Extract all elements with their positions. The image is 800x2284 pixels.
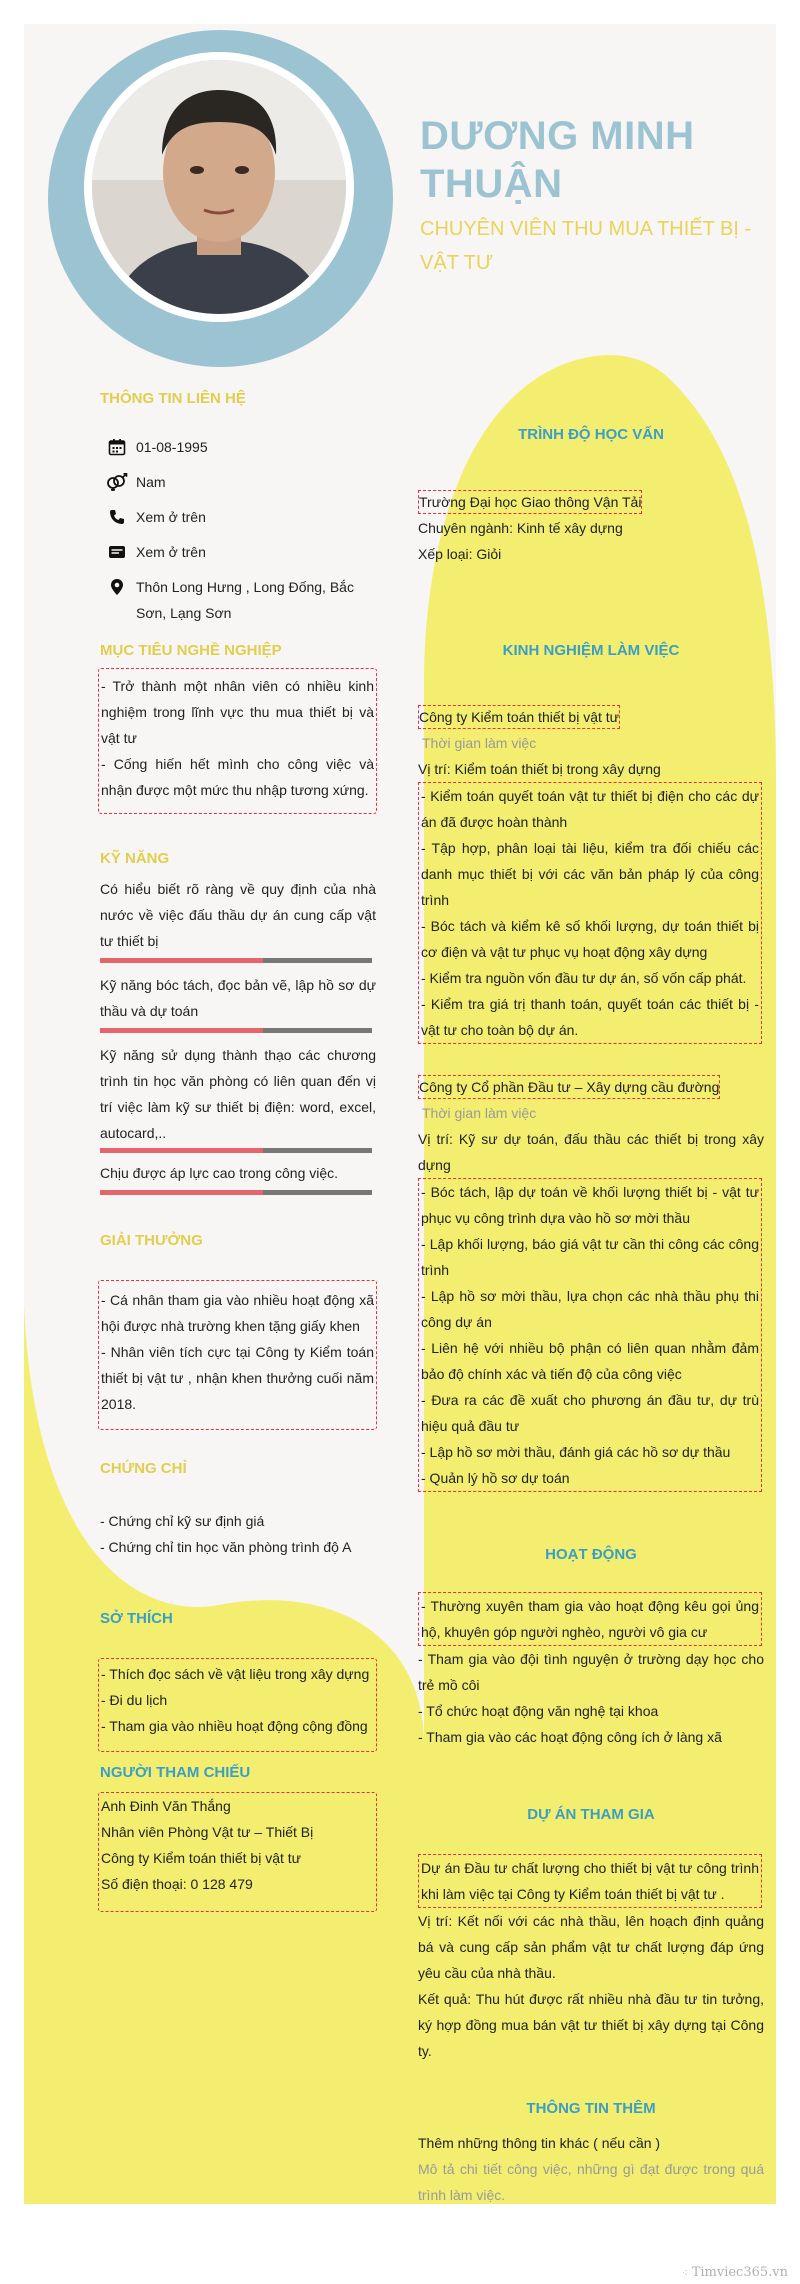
activity-item: - Tham gia vào đội tình nguyện ở trường dạy học cho trẻ mồ côi: [418, 1651, 764, 1693]
job-duties: [418, 782, 762, 1044]
skills-heading: KỸ NĂNG: [100, 850, 170, 867]
skill-bar-fill: [100, 1028, 263, 1033]
education-grade: Xếp loại: Giỏi: [418, 546, 502, 562]
experience-job-2: [418, 1074, 764, 1492]
extra-description: Mô tả chi tiết công việc, những gì đạt được trong quá trình làm việc.: [418, 2161, 764, 2203]
watermark-text: Timviec365.vn: [691, 2265, 788, 2280]
reference-heading: NGƯỜI THAM CHIẾU: [100, 1764, 251, 1781]
activity-item: - Tham gia vào các hoạt động công ích ở làng xã: [418, 1729, 722, 1745]
education-school: Trường Đại học Giao thông Vận Tải: [418, 490, 642, 514]
objective-heading: MỤC TIÊU NGHỀ NGHIỆP: [100, 642, 282, 659]
project-position: Vị trí: Kết nối với các nhà thầu, lên hoạch định quảng bá và cung cấp sản phẩm vật tư chất lượng đáp ứng yêu cầu của nhà thầu.: [418, 1913, 764, 1981]
reference-name: Anh Đinh Văn Thắng: [101, 1798, 231, 1814]
job-company: Công ty Kiểm toán thiết bị vật tư: [418, 705, 620, 729]
job-duty: - Bóc tách, lập dự toán về khối lượng thiết bị - vật tư phục vụ công trình dựa vào hồ sơ mời thầu: [421, 1184, 759, 1226]
skill-item: Kỹ năng bóc tách, đọc bản vẽ, lập hồ sơ dự thầu và dự toán: [100, 977, 376, 1019]
job-duties: [418, 1178, 762, 1492]
extra-block: [418, 2130, 764, 2208]
contact-phone: [106, 504, 386, 530]
objective-line: - Cống hiến hết mình cho công việc và nhận được một mức thu nhập tương xứng.: [101, 756, 374, 798]
project-name: Dự án Đầu tư chất lượng cho thiết bị vật tư công trình khi làm việc tại Công ty Kiểm toán thiết bị vật tư .: [421, 1860, 759, 1902]
skill-bar-fill: [100, 1190, 263, 1195]
job-duty: - Bóc tách và kiểm kê số khối lượng, dự toán thiết bị cơ điện và vật tư phục vụ hoạt động xây dựng: [421, 918, 759, 960]
activities-heading: HOẠT ĐỘNG: [545, 1546, 637, 1563]
job-duty: - Kiểm tra giá trị thanh toán, quyết toán các thiết bị - vật tư cho toàn bộ dự án.: [421, 996, 759, 1038]
extra-heading: THÔNG TIN THÊM: [526, 2100, 656, 2117]
job-time: Thời gian làm việc: [422, 1105, 537, 1121]
gender-value: Nam: [136, 474, 166, 490]
education-block: [418, 489, 764, 567]
calendar-icon: [106, 434, 128, 460]
certificates-heading: CHỨNG CHỈ: [100, 1460, 187, 1477]
education-heading: TRÌNH ĐỘ HỌC VẤN: [518, 426, 664, 443]
gender-icon: [106, 469, 128, 495]
certificates-list: [100, 1508, 376, 1560]
job-position: Vị trí: Kỹ sư dự toán, đấu thầu các thiết bị trong xây dựng: [418, 1131, 764, 1173]
projects-heading: DỰ ÁN THAM GIA: [527, 1806, 655, 1823]
project-name-box: [418, 1854, 762, 1908]
contact-email: [106, 539, 386, 565]
reference-company: Công ty Kiểm toán thiết bị vật tư: [101, 1850, 302, 1866]
job-company: Công ty Cổ phần Đầu tư – Xây dựng cầu đường: [418, 1075, 720, 1099]
skill-item: Chịu được áp lực cao trong công việc.: [100, 1165, 339, 1181]
phone-value: Xem ở trên: [136, 509, 206, 525]
contact-birthday: [106, 434, 386, 460]
skill-bar-fill: [100, 1148, 263, 1153]
certificate-item: - Chứng chỉ kỹ sư định giá: [100, 1513, 265, 1529]
avatar-photo-icon: [92, 60, 346, 314]
activity-item: - Tổ chức hoạt động văn nghệ tại khoa: [418, 1703, 659, 1719]
objective-line: - Trở thành một nhân viên có nhiều kinh nghiệm trong lĩnh vực thu mua thiết bị và vật tư: [101, 678, 374, 746]
map-pin-icon: [106, 574, 128, 600]
skill-bar: [100, 1028, 372, 1033]
email-icon: [106, 539, 128, 565]
yellow-shape-bottom-left: [24, 1304, 424, 2204]
skill-bar-fill: [100, 958, 263, 963]
projects-block: [418, 1854, 764, 2064]
reference-position: Nhân viên Phòng Vật tư – Thiết Bị: [101, 1824, 314, 1840]
project-result: Kết quả: Thu hút được rất nhiều nhà đầu tư tin tưởng, ký hợp đồng mua bán vật tư thiết bị xây dựng tại Công ty.: [418, 1991, 764, 2059]
job-duty: - Đưa ra các đề xuất cho phương án đầu tư, dự trù hiệu quả đầu tư: [421, 1392, 759, 1434]
reference-phone: Số điện thoại: 0 128 479: [101, 1876, 253, 1892]
watermark: [682, 2265, 788, 2280]
education-major: Chuyên ngành: Kinh tế xây dựng: [418, 520, 623, 536]
award-line: - Cá nhân tham gia vào nhiều hoạt động xã hội được nhà trường khen tặng giấy khen: [101, 1292, 374, 1334]
hobby-item: - Thích đọc sách về vật liệu trong xây dựng: [101, 1666, 370, 1682]
skill-item: Kỹ năng sử dụng thành thạo các chương trình tin học văn phòng có liên quan đến vị trí việc làm kỹ sư thiết bị điện: word, excel, autocard,..: [100, 1047, 376, 1141]
contact-gender: [106, 469, 386, 495]
activities-block: [418, 1592, 764, 1750]
contact-heading: THÔNG TIN LIÊN HỆ: [100, 390, 246, 407]
job-duty: - Kiểm toán quyết toán vật tư thiết bị điện cho các dự án đã được hoàn thành: [421, 788, 759, 830]
objective-box: [98, 668, 377, 814]
hobby-item: - Tham gia vào nhiều hoạt động cộng đồng: [101, 1718, 368, 1734]
skill-bar: [100, 958, 372, 963]
contact-address: [106, 574, 386, 626]
job-duty: - Lập hồ sơ mời thầu, lựa chọn các nhà thầu phụ thi công dự án: [421, 1288, 759, 1330]
email-value: Xem ở trên: [136, 544, 206, 560]
avatar: [92, 60, 346, 314]
candidate-job-title: CHUYÊN VIÊN THU MUA THIẾT BỊ - VẬT TƯ: [420, 218, 752, 274]
job-position: Vị trí: Kiểm toán thiết bị trong xây dựng: [418, 761, 661, 777]
job-time: Thời gian làm việc: [422, 735, 537, 751]
certificate-item: - Chứng chỉ tin học văn phòng trình độ A: [100, 1539, 352, 1555]
award-line: - Nhân viên tích cực tại Công ty Kiểm toán thiết bị vật tư , nhận khen thưởng cuối năm 2018.: [101, 1344, 374, 1412]
job-duty: - Lập hồ sơ mời thầu, đánh giá các hồ sơ dự thầu: [421, 1444, 731, 1460]
extra-line: Thêm những thông tin khác ( nếu cần ): [418, 2135, 661, 2151]
awards-box: [98, 1280, 377, 1430]
watermark-icon: ⁖: [681, 2268, 688, 2279]
job-duty: - Liên hệ với nhiều bộ phận có liên quan nhằm đảm bảo độ chính xác và tiến độ của công việc: [421, 1340, 759, 1382]
experience-heading: KINH NGHIỆM LÀM VIỆC: [502, 642, 680, 659]
hobbies-box: [98, 1658, 377, 1752]
activity-highlight: [418, 1592, 762, 1646]
phone-icon: [106, 504, 128, 530]
birthday-value: 01-08-1995: [136, 439, 208, 455]
hobby-item: - Đi du lịch: [101, 1692, 168, 1708]
experience-job-1: [418, 704, 764, 1044]
skill-bar: [100, 1148, 372, 1153]
skill-bar: [100, 1190, 372, 1195]
activity-item: - Thường xuyên tham gia vào hoạt động kêu gọi ủng hộ, khuyên góp người nghèo, người vô gia cư: [421, 1598, 759, 1640]
candidate-name: DƯƠNG MINH THUẬN: [420, 114, 695, 206]
job-duty: - Quản lý hồ sơ dự toán: [421, 1470, 570, 1486]
job-duty: - Tập hợp, phân loại tài liệu, kiểm tra đối chiếu các danh mục thiết bị với các văn bản pháp lý của công trình: [421, 840, 759, 908]
reference-box: [98, 1792, 377, 1912]
skill-item: Có hiểu biết rõ ràng về quy định của nhà nước về việc đấu thầu dự án cung cấp vật tư thiết bị: [100, 881, 376, 949]
job-duty: - Lập khối lượng, báo giá vật tư cần thi công các công trình: [421, 1236, 759, 1278]
awards-heading: GIẢI THƯỞNG: [100, 1232, 203, 1249]
job-duty: - Kiểm tra nguồn vốn đầu tư dự án, số vốn cấp phát.: [421, 970, 747, 986]
address-value: Thôn Long Hưng , Long Đống, Bắc Sơn, Lạng Sơn: [136, 579, 354, 621]
hobbies-heading: SỞ THÍCH: [100, 1610, 173, 1627]
